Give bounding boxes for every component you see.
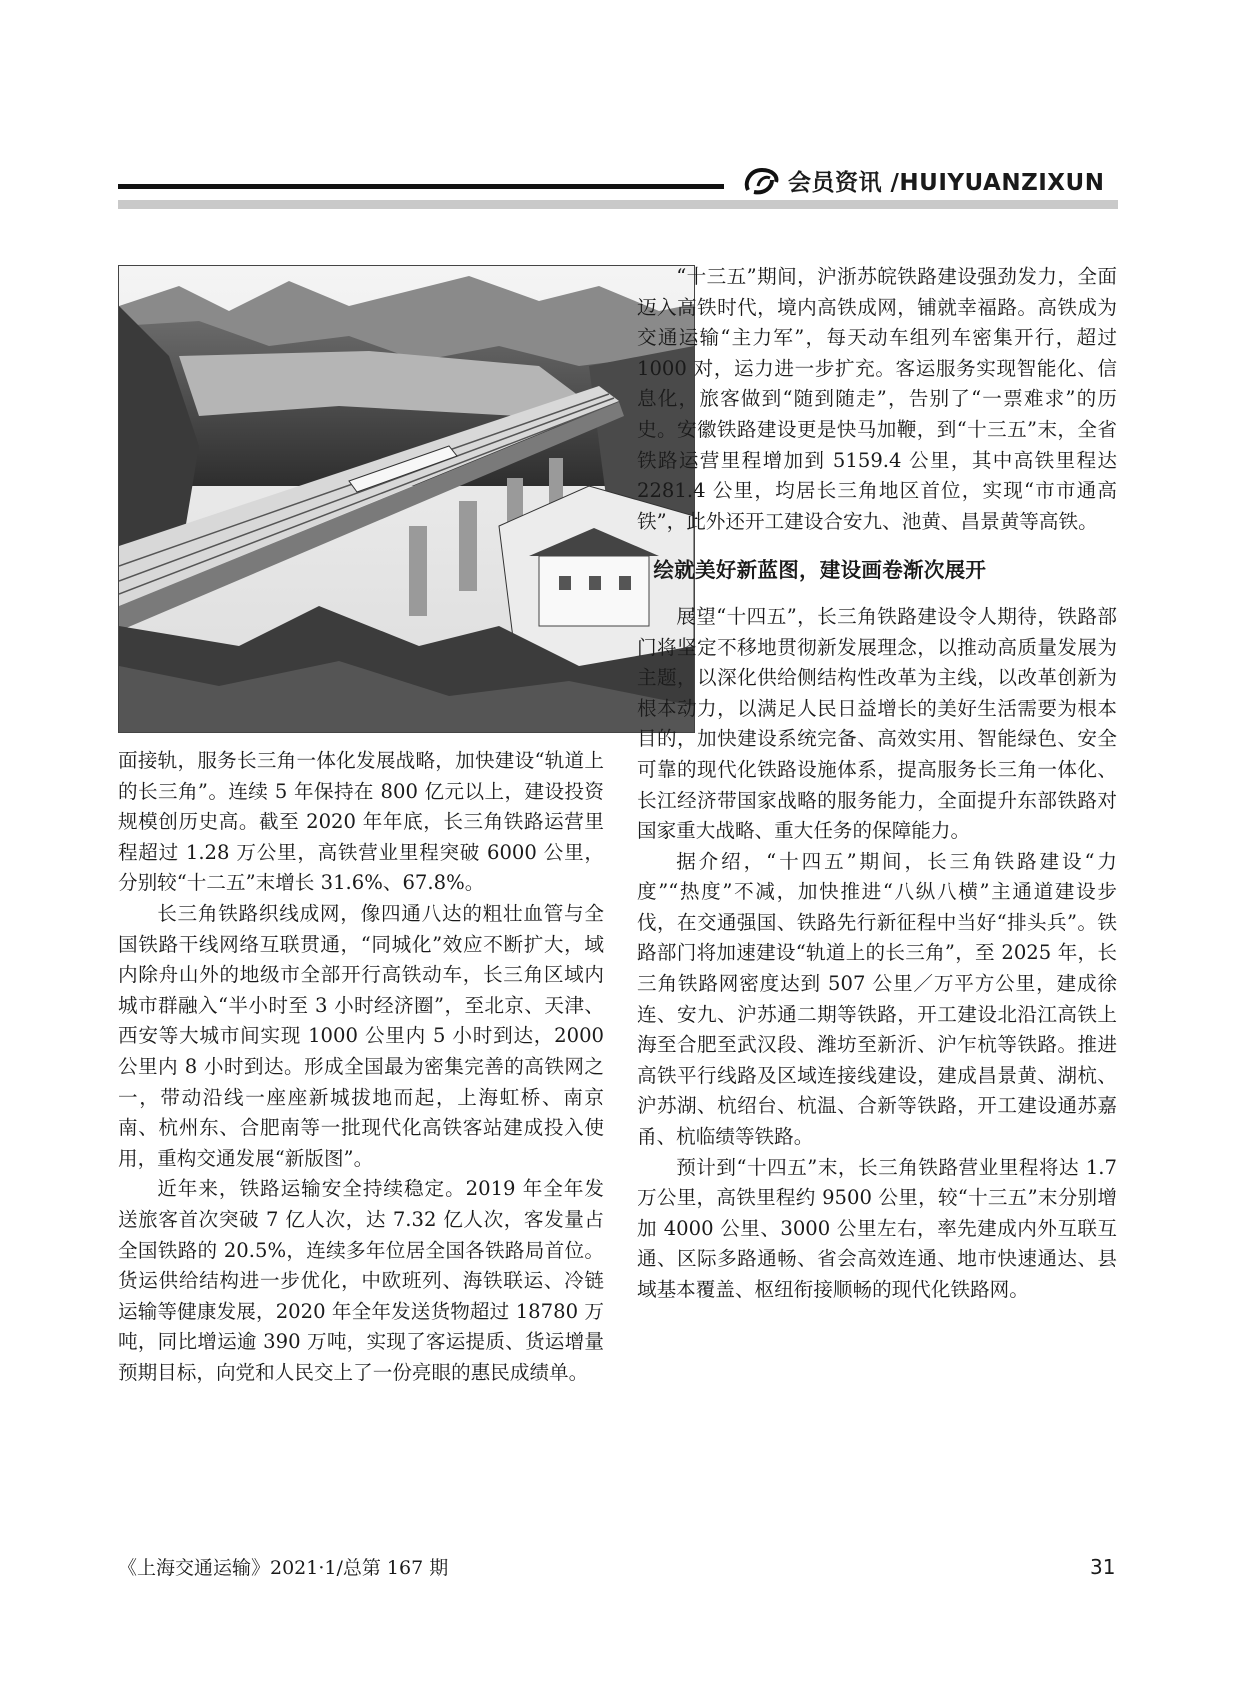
page-number: 31 bbox=[1090, 1555, 1116, 1579]
high-speed-railway-bridge-photo-icon bbox=[119, 266, 694, 732]
right-paragraph-1: “十三五”期间，沪浙苏皖铁路建设强劲发力，全面迈入高铁时代，境内高铁成网，铺就幸福路。高铁成为交通运输“主力军”，每天动车组列车密集开行，超过 1000 对，运力进一步扩充。客运服务实现智能化、信息化，旅客做到“随到随走”，告别了“一票难求”的历史。安徽铁路建设更是快马加鞭，到“十三五”末，全省铁路运营里程增加到 5159.4 公里，其中高铁里程达 2281.4 公里，均居长三角地区首位，实现“市市通高铁”，此外还开工建设合安九、池黄、昌景黄等高铁。 bbox=[637, 265, 1117, 533]
magazine-logo-icon bbox=[742, 166, 782, 196]
right-paragraph-4: 预计到“十四五”末，长三角铁路营业里程将达 1.7 万公里，高铁里程约 9500 公里，较“十三五”末分别增加 4000 公里、3000 公里左右，率先建成内外互联互通、区际多路通畅、省会高效连通、地市快速通达、县域基本覆盖、枢纽衔接顺畅的现代化铁路网。 bbox=[637, 1155, 1117, 1301]
section-title: 会员资讯 /HUIYUANZIXUN bbox=[788, 170, 1105, 196]
page-header bbox=[118, 170, 1118, 210]
left-paragraph-1: 面接轨，服务长三角一体化发展战略，加快建设“轨道上的长三角”。连续 5 年保持在 800 亿元以上，建设投资规模创历史高。截至 2020 年年底，长三角铁路运营里程超过 1.28 万公里，高铁营业里程突破 6000 公里，分别较“十二五”末增长 31.6%、67.8%。 bbox=[118, 749, 604, 895]
left-paragraph-2: 长三角铁路织线成网，像四通八达的粗壮血管与全国铁路干线网络互联贯通，“同城化”效应不断扩大，域内除舟山外的地级市全部开行高铁动车，长三角区域内城市群融入“半小时至 3 小时经济圈”，至北京、天津、西安等大城市间实现 1000 公里内 5 小时到达，2000 公里内 8 小时到达。形成全国最为密集完善的高铁网之一，带动沿线一座座新城拔地而起，上海虹桥、南京南、杭州东、合肥南等一批现代化高铁客站建成投入使用，重构交通发展“新版图”。 bbox=[118, 901, 604, 1170]
left-column bbox=[118, 746, 604, 1388]
article-photo bbox=[118, 265, 695, 733]
header-rule bbox=[118, 184, 724, 189]
right-column bbox=[637, 262, 1117, 1306]
journal-citation: 《上海交通运输》2021·1/总第 167 期 bbox=[118, 1557, 449, 1579]
left-paragraph-3: 近年来，铁路运输安全持续稳定。2019 年全年发送旅客首次突破 7 亿人次，达 7.32 亿人次，客发量占全国铁路的 20.5%，连续多年位居全国各铁路局首位。货运供给结构进一步优化，中欧班列、海铁联运、冷链运输等健康发展，2020 年全年发送货物超过 18780 万吨，同比增运逾 390 万吨，实现了客运提质、货运增量预期目标，向党和人民交上了一份亮眼的惠民成绩单。 bbox=[118, 1177, 604, 1384]
header-band bbox=[118, 200, 1118, 209]
right-paragraph-2: 展望“十四五”，长三角铁路建设令人期待，铁路部门将坚定不移地贯彻新发展理念，以推动高质量发展为主题，以深化供给侧结构性改革为主线，以改革创新为根本动力，以满足人民日益增长的美好生活需要为根本目的，加快建设系统完备、高效实用、智能绿色、安全可靠的现代化铁路设施体系，提高服务长三角一体化、长江经济带国家战略的服务能力，全面提升东部铁路对国家重大战略、重大任务的保障能力。 bbox=[637, 604, 1117, 843]
right-paragraph-3: 据介绍，“十四五”期间，长三角铁路建设“力度”“热度”不减，加快推进“八纵八横”主通道建设步伐，在交通强国、铁路先行新征程中当好“排头兵”。铁路部门将加速建设“轨道上的长三角”，至 2025 年，长三角铁路网密度达到 507 公里／万平方公里，建成徐连、安九、沪苏通二期等铁路，开工建设北沿江高铁上海至合肥至武汉段、潍坊至新沂、沪乍杭等铁路。推进高铁平行线路及区域连接线建设，建成昌景黄、湖杭、沪苏湖、杭绍台、杭温、合新等铁路，开工建设通苏嘉甬、杭临绩等铁路。 bbox=[637, 849, 1117, 1149]
section-heading: 绘就美好新蓝图，建设画卷渐次展开 bbox=[653, 558, 987, 583]
